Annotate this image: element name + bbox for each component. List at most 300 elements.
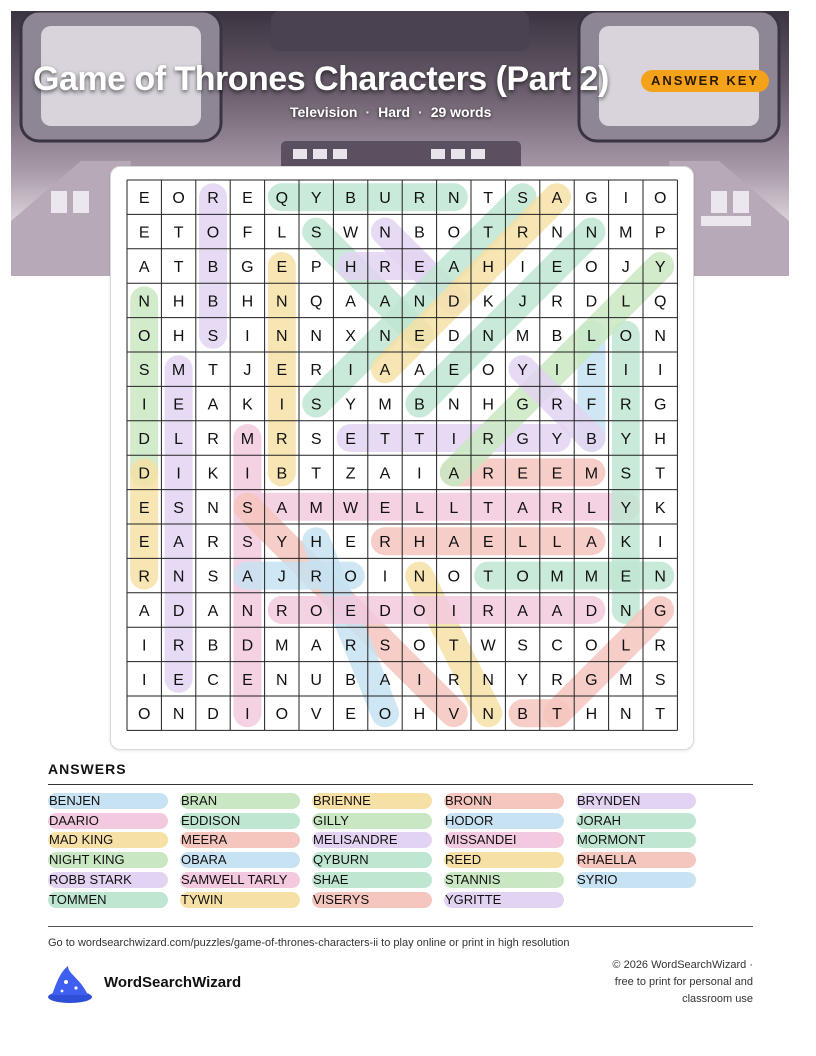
- grid-letter: O: [309, 603, 323, 620]
- grid-letter: T: [655, 465, 666, 483]
- grid-letter: B: [345, 671, 356, 689]
- answer-word: SAMWELL TARLY: [180, 872, 300, 888]
- grid-letter: A: [414, 362, 425, 380]
- grid-letter: B: [207, 259, 219, 276]
- grid-letter: L: [621, 637, 631, 655]
- grid-letter: O: [413, 637, 426, 655]
- grid-letter: H: [482, 396, 494, 414]
- grid-letter: I: [141, 396, 147, 414]
- grid-letter: A: [551, 190, 563, 208]
- grid-letter: L: [552, 534, 562, 552]
- grid-letter: R: [310, 568, 322, 586]
- grid-letter: S: [620, 465, 632, 483]
- grid-letter: Y: [276, 534, 288, 552]
- grid-letter: E: [414, 259, 425, 276]
- grid-letter: H: [310, 534, 322, 552]
- grid-letter: S: [138, 362, 150, 380]
- grid-letter: R: [620, 396, 632, 414]
- grid-letter: S: [654, 671, 666, 689]
- grid-letter: U: [310, 671, 322, 689]
- answer-word: MEERA: [180, 832, 300, 848]
- grid-letter: S: [242, 534, 253, 552]
- grid-letter: L: [414, 499, 424, 517]
- grid-letter: R: [379, 259, 391, 276]
- grid-letter: E: [379, 499, 391, 517]
- grid-letter: I: [348, 362, 353, 380]
- grid-letter: S: [310, 224, 322, 242]
- grid-letter: O: [447, 568, 461, 586]
- grid-letter: T: [655, 706, 666, 724]
- grid-letter: R: [654, 637, 666, 655]
- answer-word: BRONN: [444, 793, 564, 809]
- grid-letter: T: [483, 190, 494, 208]
- grid-letter: G: [241, 259, 254, 276]
- copyright-line: © 2026 WordSearchWizard ·: [612, 959, 753, 971]
- answer-word: JORAH: [576, 813, 696, 829]
- answer-word: BENJEN: [48, 793, 168, 809]
- grid-letter: T: [311, 465, 322, 483]
- grid-letter: T: [173, 259, 184, 276]
- grid-letter: A: [242, 568, 253, 586]
- grid-letter: N: [448, 190, 460, 208]
- grid-letter: N: [172, 706, 185, 724]
- grid-letter: V: [310, 706, 322, 724]
- grid-letter: O: [516, 568, 529, 586]
- grid-letter: C: [207, 671, 219, 689]
- grid-letter: D: [207, 706, 219, 724]
- grid-letter: N: [413, 568, 426, 586]
- grid-letter: I: [417, 671, 422, 689]
- grid-letter: R: [172, 637, 185, 655]
- grid-letter: L: [586, 499, 596, 517]
- grid-letter: A: [586, 534, 597, 552]
- puzzle-card: [110, 166, 694, 750]
- grid-letter: B: [276, 465, 288, 483]
- grid-letter: G: [585, 190, 598, 208]
- grid-letter: E: [345, 603, 356, 620]
- grid-letter: J: [277, 568, 286, 586]
- grid-letter: A: [207, 603, 219, 620]
- answer-word: SYRIO: [576, 872, 696, 888]
- grid-letter: N: [482, 327, 494, 345]
- answer-word: MAD KING: [48, 832, 168, 848]
- grid-letter: O: [344, 568, 357, 586]
- grid-letter: N: [172, 568, 185, 586]
- grid-letter: K: [207, 465, 219, 483]
- answer-word: SHAE: [312, 872, 432, 888]
- grid-letter: G: [516, 396, 529, 414]
- grid-letter: E: [586, 362, 597, 380]
- grid-letter: I: [279, 396, 285, 414]
- grid-letter: R: [207, 431, 219, 448]
- grid-letter: E: [138, 190, 150, 208]
- grid-letter: Q: [275, 190, 289, 208]
- answer-word: TYWIN: [180, 892, 300, 908]
- grid-letter: R: [413, 190, 426, 208]
- answer-word: VISERYS: [312, 892, 432, 908]
- grid-letter: N: [276, 293, 288, 311]
- grid-letter: M: [550, 568, 564, 586]
- grid-letter: E: [173, 671, 184, 689]
- grid-letter: S: [173, 499, 184, 517]
- separator-dot: ·: [365, 104, 371, 120]
- grid-letter: T: [448, 637, 459, 655]
- grid-letter: K: [620, 534, 632, 552]
- grid-letter: L: [586, 327, 596, 345]
- difficulty-label: Hard: [378, 104, 411, 120]
- grid-letter: M: [378, 396, 392, 414]
- grid-letter: Y: [551, 431, 563, 448]
- grid-letter: E: [345, 534, 356, 552]
- answer-word: BRAN: [180, 793, 300, 809]
- grid-letter: O: [619, 327, 633, 345]
- grid-letter: S: [517, 190, 528, 208]
- grid-letter: R: [276, 431, 288, 448]
- grid-letter: D: [241, 637, 254, 655]
- grid-letter: I: [417, 465, 422, 483]
- answer-word: ROBB STARK: [48, 872, 168, 888]
- grid-letter: P: [654, 224, 666, 242]
- grid-letter: H: [172, 293, 185, 311]
- grid-letter: H: [654, 431, 666, 448]
- grid-letter: M: [171, 362, 186, 380]
- grid-letter: N: [276, 671, 288, 689]
- copyright-line: free to print for personal and: [614, 976, 753, 988]
- grid-letter: G: [516, 431, 529, 448]
- grid-letter: Y: [654, 259, 666, 276]
- grid-letter: B: [414, 396, 425, 414]
- grid-letter: H: [413, 706, 426, 724]
- answers-heading: ANSWERS: [48, 761, 127, 777]
- grid-letter: N: [207, 499, 219, 517]
- grid-letter: G: [585, 671, 598, 689]
- grid-letter: E: [138, 224, 150, 242]
- grid-letter: R: [448, 671, 460, 689]
- grid-letter: Q: [653, 293, 667, 311]
- grid-letter: T: [483, 499, 494, 517]
- grid-letter: F: [242, 224, 253, 242]
- grid-letter: B: [517, 706, 528, 724]
- grid-letter: U: [379, 190, 391, 208]
- grid-letter: H: [413, 534, 426, 552]
- grid-letter: E: [276, 362, 288, 380]
- grid-letter: R: [379, 534, 391, 552]
- grid-letter: A: [138, 259, 150, 276]
- grid-letter: I: [657, 534, 663, 552]
- word-search-grid: [111, 167, 693, 749]
- grid-letter: N: [551, 224, 563, 242]
- grid-letter: R: [310, 362, 322, 380]
- grid-letter: O: [653, 190, 667, 208]
- grid-letter: I: [451, 431, 457, 448]
- grid-letter: O: [585, 637, 598, 655]
- grid-letter: E: [414, 327, 425, 345]
- answer-word: OBARA: [180, 852, 300, 868]
- separator-dot: ·: [418, 104, 423, 120]
- grid-letter: I: [245, 465, 250, 483]
- grid-letter: J: [518, 293, 527, 311]
- grid-letter: L: [277, 224, 287, 242]
- grid-letter: S: [310, 431, 322, 448]
- grid-letter: E: [138, 499, 150, 517]
- grid-letter: R: [344, 637, 357, 655]
- grid-letter: M: [584, 568, 599, 586]
- grid-letter: N: [241, 603, 254, 620]
- answer-word: EDDISON: [180, 813, 300, 829]
- grid-letter: O: [378, 706, 392, 724]
- grid-letter: R: [207, 190, 219, 208]
- grid-letter: T: [173, 224, 184, 242]
- grid-letter: O: [413, 603, 426, 620]
- grid-letter: L: [518, 534, 528, 552]
- answer-word: HODOR: [444, 813, 564, 829]
- answer-word: GILLY: [312, 813, 432, 829]
- grid-letter: D: [172, 603, 185, 620]
- grid-letter: N: [310, 327, 322, 345]
- grid-letter: O: [172, 190, 185, 208]
- grid-letter: B: [345, 190, 356, 208]
- grid-letter: N: [620, 603, 632, 620]
- grid-letter: S: [379, 637, 391, 655]
- grid-letter: E: [620, 568, 632, 586]
- grid-letter: D: [138, 431, 150, 448]
- grid-letter: Y: [620, 431, 632, 448]
- grid-letter: K: [242, 396, 253, 414]
- grid-letter: Q: [309, 293, 323, 311]
- grid-letter: N: [654, 568, 666, 586]
- grid-letter: A: [379, 671, 391, 689]
- footer-url-text: Go to wordsearchwizard.com/puzzles/game-of-thrones-characters-ii to play online or print in high resolution: [48, 937, 570, 949]
- grid-letter: T: [380, 431, 390, 448]
- grid-letter: E: [242, 190, 253, 208]
- grid-letter: B: [207, 637, 219, 655]
- answer-word: RHAELLA: [576, 852, 696, 868]
- grid-letter: O: [447, 224, 461, 242]
- grid-letter: E: [276, 259, 288, 276]
- grid-letter: O: [275, 706, 289, 724]
- grid-letter: F: [586, 396, 597, 414]
- footer-divider: [48, 926, 753, 927]
- grid-letter: I: [141, 637, 147, 655]
- grid-letter: J: [243, 362, 252, 380]
- grid-letter: H: [344, 259, 357, 276]
- grid-letter: E: [138, 534, 150, 552]
- grid-letter: R: [551, 293, 563, 311]
- grid-letter: B: [414, 224, 425, 242]
- grid-letter: Y: [517, 362, 528, 380]
- grid-letter: A: [379, 465, 391, 483]
- grid-letter: O: [206, 224, 220, 242]
- grid-letter: R: [551, 499, 563, 517]
- grid-letter: T: [208, 362, 218, 380]
- grid-letter: A: [173, 534, 184, 552]
- grid-letter: T: [414, 431, 425, 448]
- wizard-hat-logo-icon: [46, 964, 94, 1009]
- puzzle-meta: [290, 104, 491, 120]
- answer-word: QYBURN: [312, 852, 432, 868]
- grid-letter: L: [449, 499, 459, 517]
- grid-letter: W: [343, 499, 359, 517]
- grid-letter: N: [482, 671, 494, 689]
- grid-letter: I: [141, 671, 147, 689]
- answer-word: YGRITTE: [444, 892, 564, 908]
- grid-letter: O: [137, 327, 151, 345]
- answer-word: MISSANDEI: [444, 832, 564, 848]
- grid-letter: Y: [517, 671, 528, 689]
- grid-letter: N: [620, 706, 632, 724]
- grid-letter: G: [653, 396, 667, 414]
- grid-letter: N: [276, 327, 288, 345]
- grid-letter: V: [448, 706, 460, 724]
- grid-letter: A: [448, 534, 460, 552]
- grid-letter: R: [207, 534, 219, 552]
- grid-letter: A: [551, 603, 563, 620]
- answer-word: NIGHT KING: [48, 852, 168, 868]
- grid-letter: M: [309, 499, 323, 517]
- grid-letter: E: [482, 534, 494, 552]
- grid-letter: X: [345, 327, 356, 345]
- grid-letter: R: [551, 396, 563, 414]
- answer-word: MORMONT: [576, 832, 696, 848]
- grid-letter: B: [586, 431, 597, 448]
- answer-word: MELISANDRE: [312, 832, 432, 848]
- grid-letter: I: [382, 568, 388, 586]
- grid-letter: A: [448, 465, 460, 483]
- grid-letter: I: [623, 190, 629, 208]
- grid-letter: R: [482, 431, 494, 448]
- grid-letter: I: [451, 603, 457, 620]
- grid-letter: R: [276, 603, 288, 620]
- grid-letter: E: [551, 465, 563, 483]
- grid-letter: N: [379, 327, 391, 345]
- answer-word: BRYNDEN: [576, 793, 696, 809]
- grid-letter: S: [517, 637, 528, 655]
- answer-key-badge: ANSWER KEY: [641, 70, 769, 92]
- answer-word: DAARIO: [48, 813, 168, 829]
- grid-letter: P: [310, 259, 322, 276]
- grid-letter: I: [554, 362, 560, 380]
- copyright-text: [583, 957, 753, 1008]
- grid-letter: K: [482, 293, 494, 311]
- grid-letter: M: [619, 224, 633, 242]
- grid-letter: D: [448, 293, 460, 311]
- grid-letter: B: [551, 327, 563, 345]
- grid-letter: R: [138, 568, 150, 586]
- grid-letter: I: [245, 327, 250, 345]
- grid-letter: E: [448, 362, 460, 380]
- copyright-line: classroom use: [682, 993, 753, 1005]
- grid-letter: J: [621, 259, 630, 276]
- grid-letter: W: [343, 224, 359, 242]
- grid-letter: Y: [345, 396, 356, 414]
- grid-letter: A: [138, 603, 150, 620]
- grid-letter: A: [379, 293, 391, 311]
- grid-letter: A: [379, 362, 391, 380]
- grid-letter: M: [515, 327, 530, 345]
- grid-letter: C: [551, 637, 563, 655]
- grid-letter: I: [245, 706, 250, 724]
- grid-letter: S: [207, 568, 219, 586]
- grid-letter: R: [482, 603, 494, 620]
- grid-letter: D: [448, 327, 460, 345]
- grid-letter: E: [517, 465, 528, 483]
- grid-letter: I: [176, 465, 181, 483]
- grid-letter: N: [448, 396, 460, 414]
- grid-letter: E: [345, 431, 356, 448]
- grid-letter: N: [379, 224, 391, 242]
- grid-letter: H: [241, 293, 254, 311]
- grid-letter: I: [520, 259, 525, 276]
- grid-letter: E: [242, 671, 253, 689]
- grid-letter: O: [585, 259, 598, 276]
- grid-letter: M: [275, 637, 289, 655]
- grid-letter: N: [138, 293, 150, 311]
- answer-word: STANNIS: [444, 872, 564, 888]
- grid-letter: R: [516, 224, 529, 242]
- grid-letter: Y: [620, 499, 632, 517]
- grid-letter: Y: [310, 190, 322, 208]
- grid-letter: M: [584, 465, 599, 483]
- answer-word: REED: [444, 852, 564, 868]
- grid-letter: D: [585, 293, 598, 311]
- grid-letter: A: [345, 293, 356, 311]
- grid-letter: O: [137, 706, 151, 724]
- grid-letter: S: [242, 499, 253, 517]
- grid-letter: A: [207, 396, 219, 414]
- grid-letter: T: [483, 224, 494, 242]
- grid-letter: I: [623, 362, 629, 380]
- grid-letter: D: [379, 603, 391, 620]
- answer-word: TOMMEN: [48, 892, 168, 908]
- grid-letter: S: [207, 327, 219, 345]
- grid-letter: D: [585, 603, 598, 620]
- grid-letter: E: [345, 706, 356, 724]
- grid-letter: W: [480, 637, 496, 655]
- grid-letter: B: [207, 293, 219, 311]
- grid-letter: N: [585, 224, 598, 242]
- grid-letter: Z: [345, 465, 356, 483]
- grid-letter: A: [448, 259, 460, 276]
- category-label: Television: [290, 104, 358, 120]
- grid-letter: M: [240, 431, 255, 448]
- grid-letter: K: [654, 499, 666, 517]
- grid-letter: I: [657, 362, 663, 380]
- grid-letter: H: [172, 327, 185, 345]
- grid-letter: M: [619, 671, 633, 689]
- answers-divider: [48, 784, 753, 785]
- grid-letter: R: [551, 671, 563, 689]
- grid-letter: O: [481, 362, 495, 380]
- grid-letter: T: [483, 568, 494, 586]
- grid-letter: N: [413, 293, 426, 311]
- grid-letter: A: [276, 499, 288, 517]
- grid-letter: L: [621, 293, 631, 311]
- page-title: Game of Thrones Characters (Part 2): [33, 60, 609, 98]
- grid-letter: A: [517, 603, 528, 620]
- grid-letter: D: [138, 465, 150, 483]
- grid-letter: S: [310, 396, 322, 414]
- grid-letter: H: [585, 706, 598, 724]
- grid-letter: N: [482, 706, 494, 724]
- brand-name: WordSearchWizard: [104, 974, 242, 991]
- grid-letter: T: [552, 706, 562, 724]
- grid-letter: A: [517, 499, 528, 517]
- grid-letter: N: [654, 327, 666, 345]
- word-count-label: 29 words: [430, 104, 492, 120]
- grid-letter: R: [482, 465, 494, 483]
- grid-letter: E: [173, 396, 184, 414]
- grid-letter: H: [482, 259, 494, 276]
